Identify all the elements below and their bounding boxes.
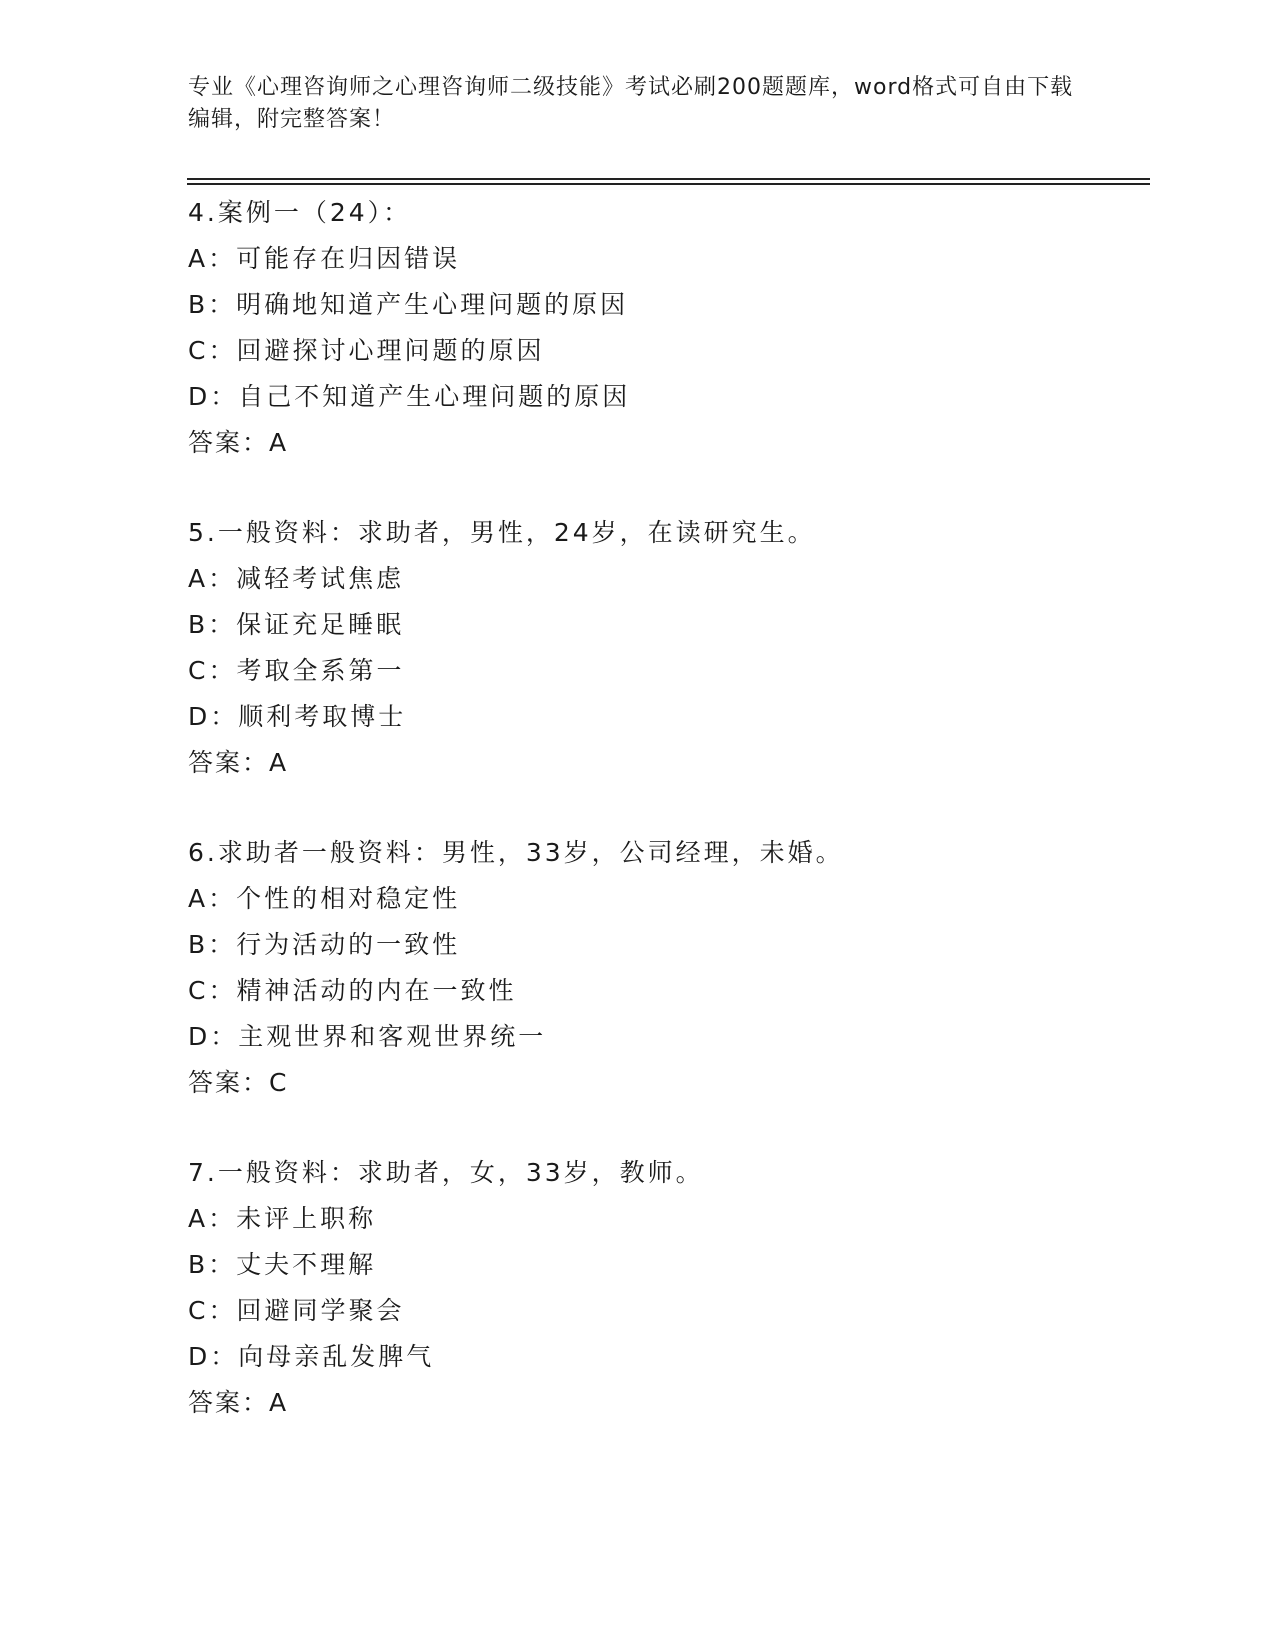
option-d: D：顺利考取博士: [188, 702, 407, 731]
option-d: D：自己不知道产生心理问题的原因: [188, 382, 631, 411]
answer-label: 答案：: [188, 748, 270, 777]
option-a: A：可能存在归因错误: [188, 244, 461, 273]
option-d: D：主观世界和客观世界统一: [188, 1022, 547, 1051]
divider-line-bottom: [187, 183, 1150, 185]
answer-value: A: [269, 748, 287, 777]
answer-value: C: [269, 1068, 287, 1097]
question-stem: 4.案例一（24）：: [188, 198, 412, 227]
option-b: B：明确地知道产生心理问题的原因: [188, 290, 629, 319]
question-stem: 6.求助者一般资料：男性，33岁，公司经理，未婚。: [188, 838, 844, 867]
answer-line: [188, 1380, 1148, 1426]
option-b: B：行为活动的一致性: [188, 930, 461, 959]
answer-value: A: [269, 1388, 287, 1417]
document-title: 专业《心理咨询师之心理咨询师二级技能》考试必刷200题题库，word格式可自由下载编辑，附完整答案！: [188, 75, 1074, 132]
option-c: C：回避同学聚会: [188, 1296, 405, 1325]
option-a: A：未评上职称: [188, 1204, 377, 1233]
option-d: D：向母亲乱发脾气: [188, 1342, 435, 1371]
option-a: A：个性的相对稳定性: [188, 884, 461, 913]
answer-label: 答案：: [188, 428, 270, 457]
divider-line-top: [187, 178, 1150, 180]
option-b: B：丈夫不理解: [188, 1250, 377, 1279]
answer-label: 答案：: [188, 1068, 270, 1097]
option-a: A：减轻考试焦虑: [188, 564, 405, 593]
question-block: [188, 1150, 1148, 1426]
option-c: C：回避探讨心理问题的原因: [188, 336, 545, 365]
question-stem: 5.一般资料：求助者，男性，24岁，在读研究生。: [188, 518, 816, 547]
answer-value: A: [269, 428, 287, 457]
answer-line: [188, 1060, 1148, 1106]
question-stem: 7.一般资料：求助者，女，33岁，教师。: [188, 1158, 704, 1187]
question-block: [188, 190, 1148, 466]
option-b: B：保证充足睡眠: [188, 610, 405, 639]
answer-line: [188, 420, 1148, 466]
question-block: [188, 830, 1148, 1106]
answer-label: 答案：: [188, 1388, 270, 1417]
option-c: C：考取全系第一: [188, 656, 405, 685]
answer-line: [188, 740, 1148, 786]
question-block: [188, 510, 1148, 786]
option-c: C：精神活动的内在一致性: [188, 976, 517, 1005]
